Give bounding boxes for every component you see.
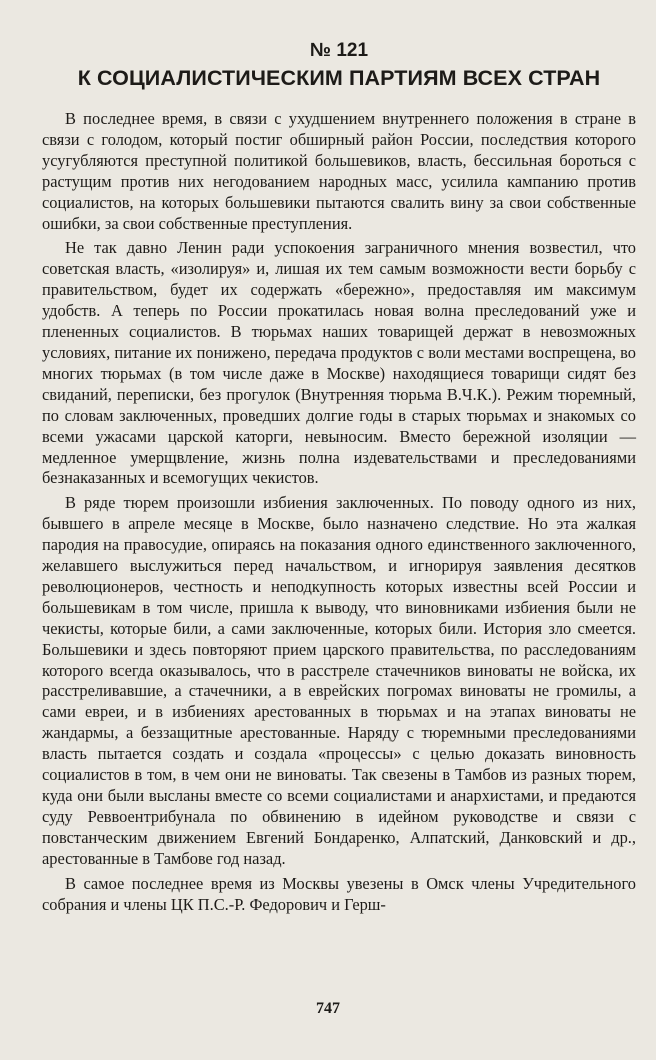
document-title: К СОЦИАЛИСТИЧЕСКИМ ПАРТИЯМ ВСЕХ СТРАН xyxy=(77,66,601,90)
page-number: 747 xyxy=(316,1000,340,1017)
paragraph-4: В самое последнее время из Москвы увезены в Омск члены Учредительного собрания и члены ЦК П.С.-Р. Федорович и Герш- xyxy=(42,873,636,914)
paragraph-1: В последнее время, в связи с ухудшением внутреннего положения в стране в связи с голодом, который постиг обширный район России, последствия которого усугубляются преступной политикой большевиков, власть, бессильная бороться с растущим против них негодованием народных масс, усилила кампанию против социалистов, на которых большевики пытаются свалить вину за свои собственные ошибки, за свои собственные преступления. xyxy=(42,109,636,233)
paragraph-2: Не так давно Ленин ради успокоения заграничного мнения возвестил, что советская власть, «изолируя» и, лишая их тем самым возможности вести борьбу с правительством, будет их содержать «бережно», предоставляя им максимум удобств. А теперь по России прокатилась новая волна преследований уже и плененных социалистов. В тюрьмах наших товарищей держат в невозможных условиях, питание их понижено, передача продуктов с воли местами воспрещена, во многих тюрьмах (в том числе даже в Москве) находящиеся товарищи сидят без свиданий, переписки, без прогулок (Внутренняя тюрьма В.Ч.К.). Режим тюремный, по словам заключенных, проведших долгие годы в старых тюрьмах и знакомых со всеми ужасами царской каторги, невыносим. Вместо бережной изоляции — медленное умерщвление, жизнь полна издевательствами и преследованиями безнаказанных и всемогущих чекистов. xyxy=(42,238,636,488)
document-number: № 121 xyxy=(309,40,369,61)
paragraph-3: В ряде тюрем произошли избиения заключенных. По поводу одного из них, бывшего в апреле месяце в Москве, было назначено следствие. Но эта жалкая пародия на правосудие, опираясь на показания одного единственного заключенного, желавшего выслужиться перед начальством, и игнорируя заявления десятков революционеров, честность и неподкупность которых известны всей России и большевикам в том числе, пришла к выводу, что виновниками избиения были не чекисты, которые били, а сами заключенные, которых били. История зло смеется. Большевики и здесь повторяют прием царского правительства, по расследованиям которого всегда оказывалось, что в расстреле стачечников виноваты не войска, их расстреливавшие, а стачечники, а в еврейских погромах виноваты не громилы, а сами евреи, и в избиениях арестованных в тюрьмах и на этапах виноваты не жандармы, а беззащитные арестованные. Наряду с тюремными преследованиями власть пытается создать и создала «процессы» с целью доказать виновность социалистов в том, в чем они не виноваты. Так свезены в Тамбов из разных тюрем, куда они были высланы вместе со всеми социалистами и анархистами, и предаются суду Реввоентрибунала по обвинению в идейном руководстве и связи с повстанческим движением Евгений Бондаренко, Алпатский, Данковский и др., арестованные в Тамбове год назад. xyxy=(42,493,636,868)
document-body xyxy=(42,40,636,919)
